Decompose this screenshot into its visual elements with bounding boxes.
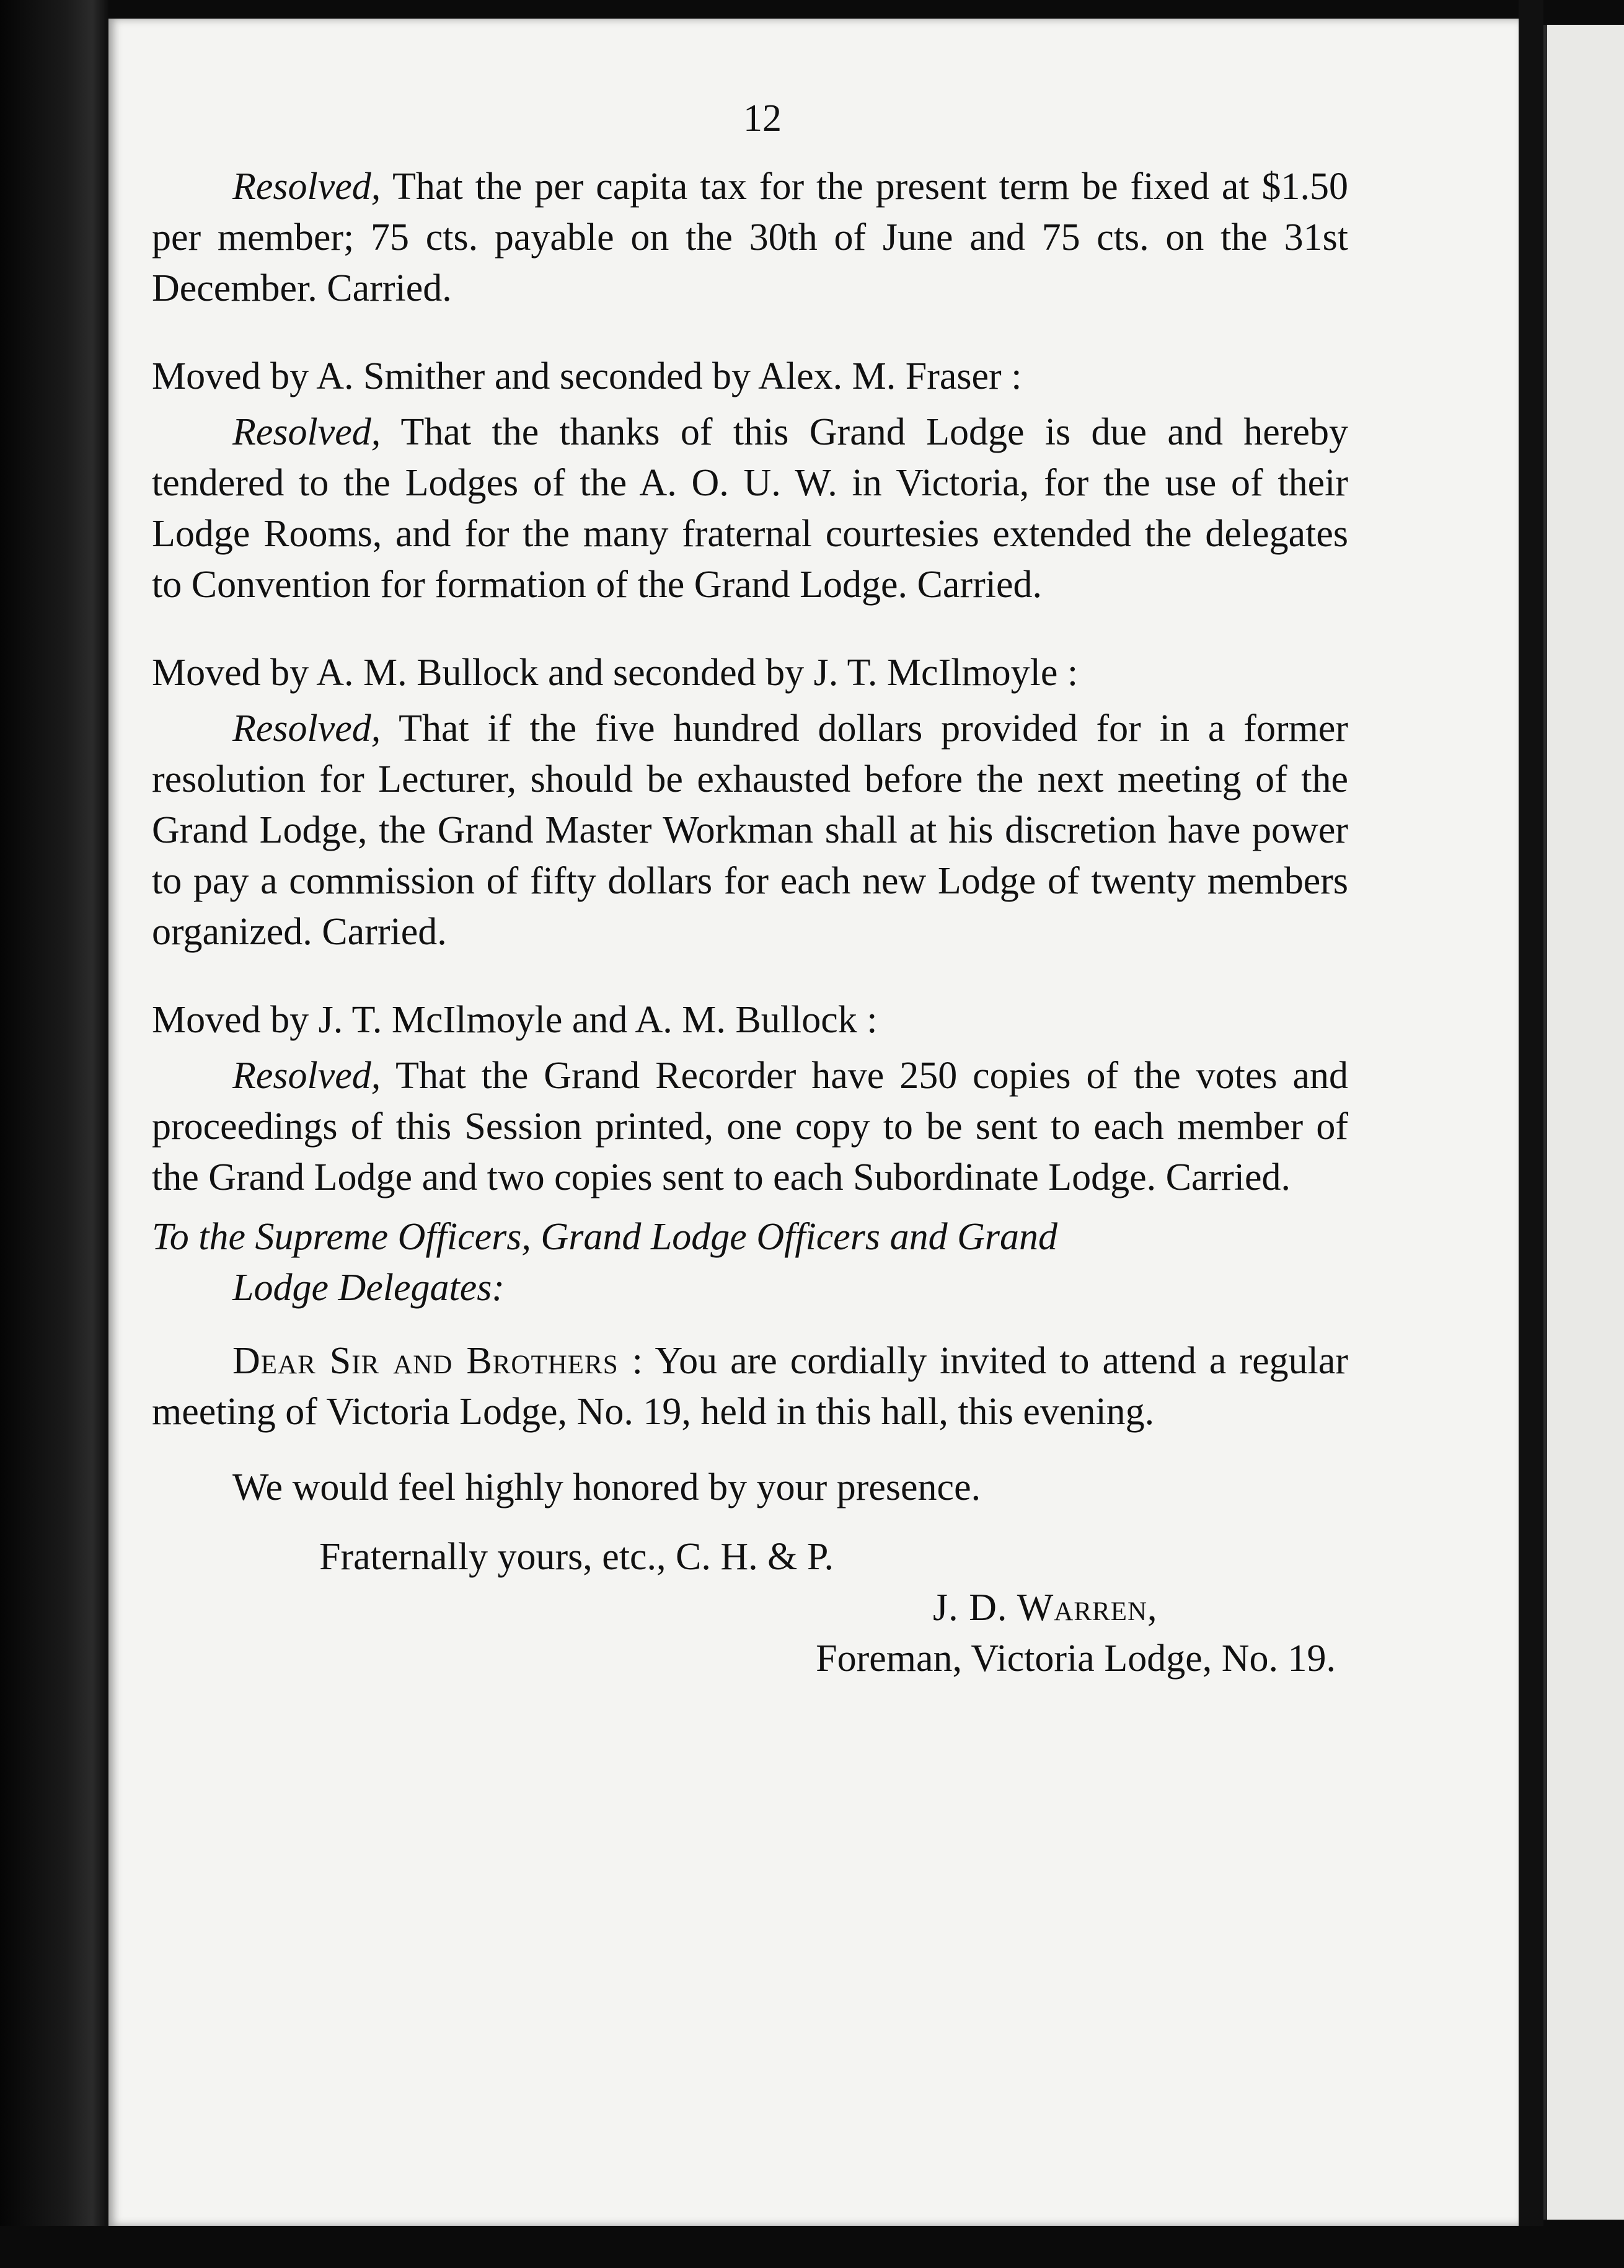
resolution-printing xyxy=(152,1050,1348,1203)
resolution-text: That the Grand Recorder have 250 copies of the votes and proceedings of this Session printed, one copy to be sent to each member of the Grand Lodge and two copies sent to each Subordinate Lodge. Carried. xyxy=(152,1055,1348,1198)
resolution-text: That if the five hundred dollars provided for in a former resolution for Lecturer, should be exhausted before the next meeting of the Grand Lodge, the Grand Master Workman shall at his discretion have power to pay a commission of fifty dollars for each new Lodge of twenty members organized. Carried. xyxy=(152,707,1348,953)
scan-left-edge xyxy=(0,0,108,2268)
resolution-thanks xyxy=(152,407,1348,610)
signer-title: Foreman, Victoria Lodge, No. 19. xyxy=(816,1637,1336,1680)
resolved-label: Resolved, xyxy=(232,707,381,750)
address-line-1: To the Supreme Officers, Grand Lodge Officers and Grand xyxy=(152,1216,1057,1258)
page-number: 12 xyxy=(743,97,782,140)
salutation: Dear Sir and Brothers : xyxy=(232,1340,643,1382)
motion-heading: Moved by A. Smither and seconded by Alex. M. Fraser : xyxy=(152,355,1022,397)
address-line-2: Lodge Delegates: xyxy=(232,1267,505,1309)
letter-closing: Fraternally yours, etc., C. H. & P. xyxy=(319,1536,834,1578)
letter-invitation xyxy=(152,1336,1348,1437)
resolution-text: That the thanks of this Grand Lodge is due and hereby tendered to the Lodges of the A. O. U. W. in Victoria, for the use of their Lodge Rooms, and for the many fraternal courtesies extended the delegates to Convention for formation of the Grand Lodge. Carried. xyxy=(152,411,1348,606)
motion-heading: Moved by J. T. McIlmoyle and A. M. Bullock : xyxy=(152,999,878,1041)
resolution-lecturer-commission xyxy=(152,703,1348,957)
resolved-label: Resolved, xyxy=(232,166,381,208)
resolution-per-capita-tax xyxy=(152,161,1348,314)
resolved-label: Resolved, xyxy=(232,1055,381,1097)
motion-heading: Moved by A. M. Bullock and seconded by J. T. McIlmoyle : xyxy=(152,652,1079,694)
scan-bottom-edge xyxy=(0,2226,1624,2268)
page-content xyxy=(152,93,1348,1684)
resolution-text: That the per capita tax for the present term be fixed at $1.50 per member; 75 cts. payable on the 30th of June and 75 cts. on the 31st December. Carried. xyxy=(152,166,1348,309)
signer-name: J. D. Warren, xyxy=(933,1587,1158,1629)
resolved-label: Resolved, xyxy=(232,411,381,453)
adjacent-page-edge xyxy=(1543,25,1624,2220)
invitation-text: You are cordially invited to attend a regular meeting of Victoria Lodge, No. 19, held in this hall, this evening. xyxy=(152,1340,1348,1433)
letter-address xyxy=(152,1212,1348,1313)
letter-honored: We would feel highly honored by your presence. xyxy=(232,1466,981,1508)
binding-gutter xyxy=(1519,0,1543,2268)
